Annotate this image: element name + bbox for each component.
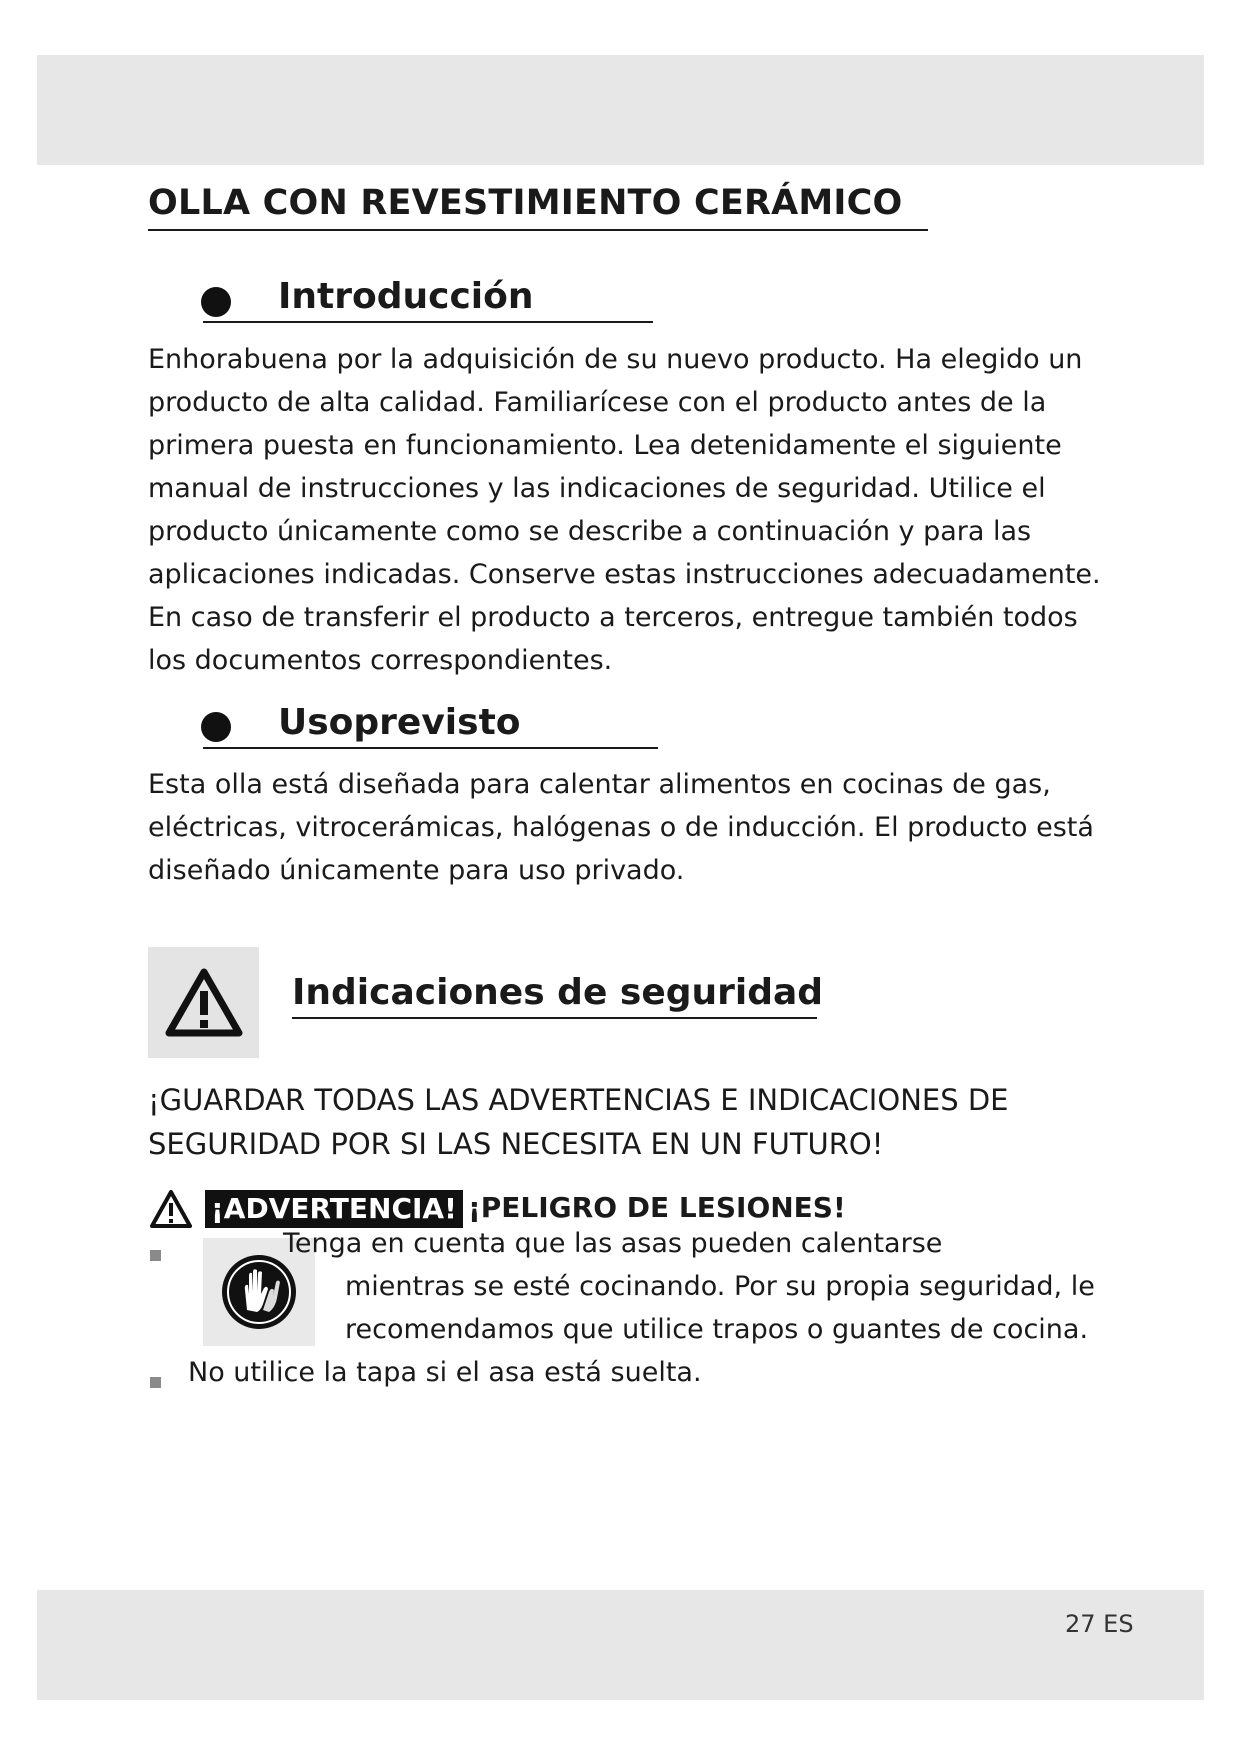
item2-text: No utilice la tapa si el asa está suelta. [188,1357,702,1388]
uso-heading: Usoprevisto [203,702,658,749]
item1-line1: Tenga en cuenta que las asas pueden calentarse [283,1228,943,1259]
injury-danger-text: ¡PELIGRO DE LESIONES! [468,1191,846,1224]
safety-heading: Indicaciones de seguridad [292,972,817,1019]
item1-line3: recomendamos que utilice trapos o guantes de cocina. [345,1314,1089,1345]
uso-paragraph: Esta olla está diseñada para calentar alimentos en cocinas de gas, eléctricas, vitrocerámicas, halógenas o de inducción. El producto está diseñado únicamente para uso privado. [148,769,1094,886]
warning-badge: ¡ADVERTENCIA! [205,1190,463,1228]
page-title: OLLA CON REVESTIMIENTO CERÁMICO [148,183,928,231]
keep-instructions-notice: ¡GUARDAR TODAS LAS ADVERTENCIAS E INDICACIONES DE SEGURIDAD POR SI LAS NECESITA EN UN FUTURO! [148,1083,1009,1161]
list-bullet [150,1250,161,1261]
intro-heading: Introducción [203,276,653,323]
footer-band [37,1590,1204,1700]
warning-small-icon [150,1190,192,1232]
page-number: 27 ES [1065,1610,1134,1638]
intro-paragraph: Enhorabuena por la adquisición de su nuevo producto. Ha elegido un producto de alta calidad. Familiarícese con el producto antes de la primera puesta en funcionamiento. Lea detenidamente el siguiente manual de instrucciones y las indicaciones de seguridad. Utilice el producto únicamente como se describe a continuación y para las aplicaciones indicadas. Conserve estas instrucciones adecuadamente. En caso de transferir el producto a terceros, entregue también todos los documentos correspondientes. [148,344,1101,676]
warning-triangle-icon [148,947,259,1058]
item1-line2: mientras se esté cocinando. Por su propia seguridad, le [345,1271,1095,1302]
header-band [37,55,1204,165]
list-bullet [150,1377,161,1388]
